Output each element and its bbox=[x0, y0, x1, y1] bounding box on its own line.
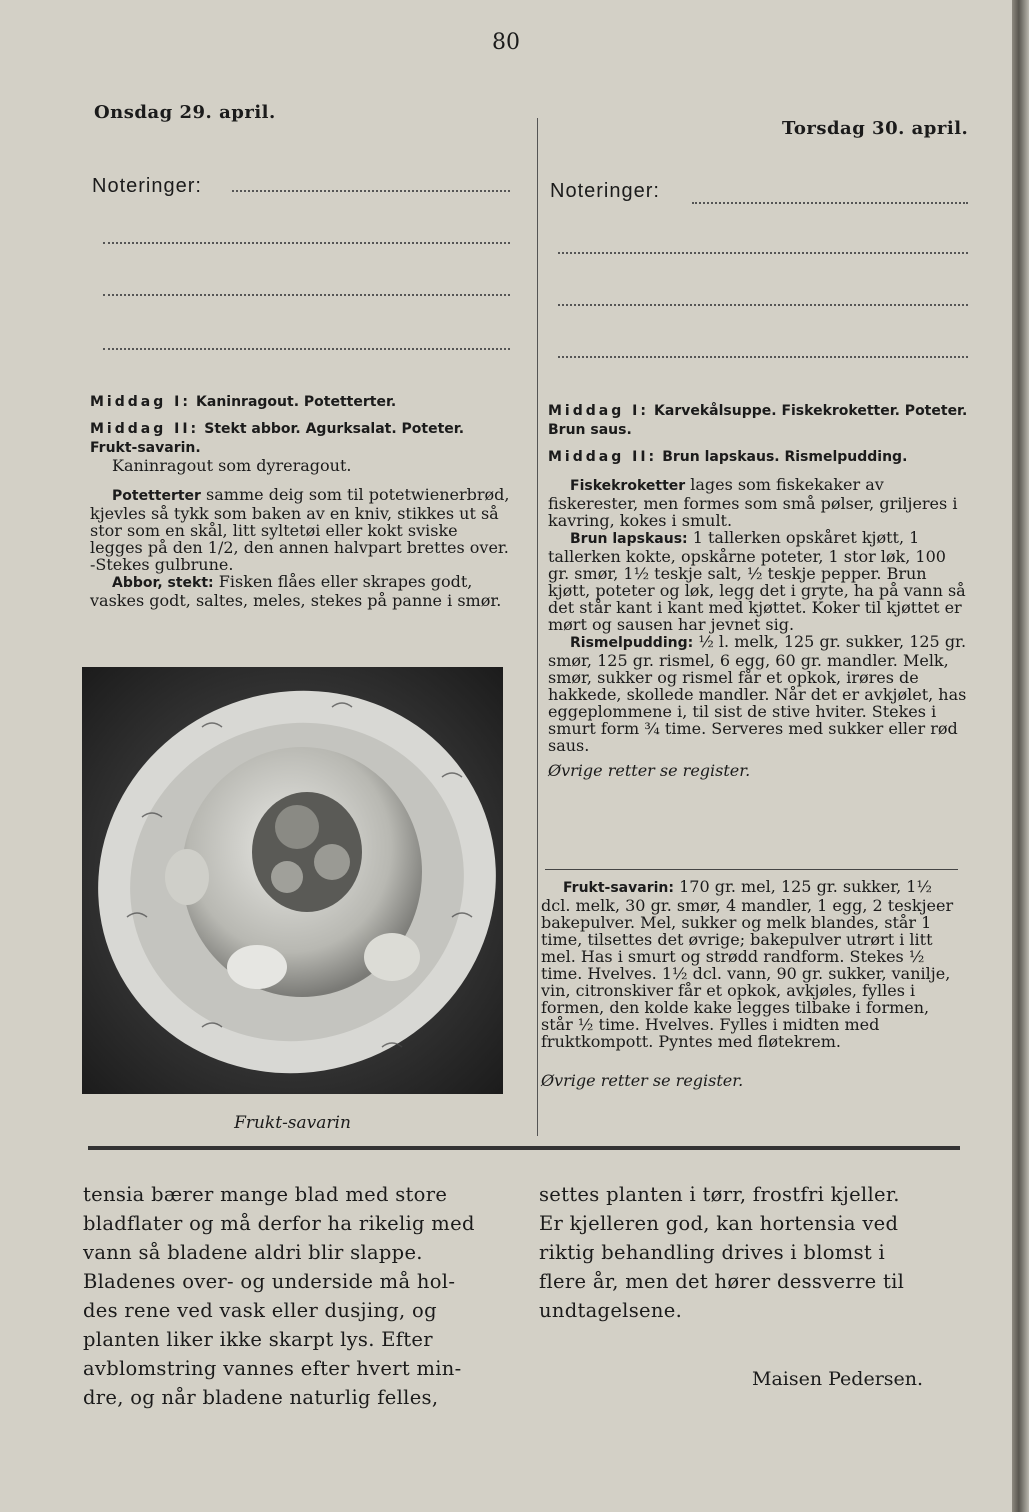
right-recipes bbox=[548, 401, 968, 779]
right-ovrige-2: Øvrige retter se register. bbox=[541, 1071, 744, 1090]
savarin-rule bbox=[545, 869, 958, 870]
left-middag2-label: Middag II: bbox=[90, 421, 200, 437]
right-ris-head: Rismelpudding: bbox=[570, 635, 694, 651]
right-middag1-label: Middag I: bbox=[548, 403, 649, 419]
right-middag2-text: Brun lapskaus. Rismelpudding. bbox=[662, 449, 908, 465]
article-left-column bbox=[83, 1180, 508, 1412]
left-middag1-label: Middag I: bbox=[90, 394, 191, 410]
right-fisk-head: Fiskekroketter bbox=[570, 478, 686, 494]
article-right-line: settes planten i tørr, frostfri kjeller. bbox=[539, 1183, 900, 1206]
left-potetterter-text: samme deig som til potetwienerbrød, kjevles så tykk som baken av en kniv, stikkes ut så stor som en skål, litt syltetøi eller kokt sviske legges på den 1/2, den annen halvpart brettes over. -Stekes gulbrune. bbox=[90, 485, 510, 574]
left-notes-label: Noteringer: bbox=[92, 175, 202, 197]
article-right-line: Er kjelleren god, kan hortensia ved bbox=[539, 1212, 899, 1235]
article-left-line: planten liker ikke skarpt lys. Efter bbox=[83, 1328, 433, 1351]
frukt-savarin-photo bbox=[82, 667, 503, 1094]
right-notes-line-4 bbox=[558, 356, 968, 358]
right-notes-line-3 bbox=[558, 304, 968, 306]
left-middag2-text: Stekt abbor. Agurksalat. Poteter. Frukt-savarin. bbox=[90, 421, 465, 456]
section-rule bbox=[88, 1146, 960, 1150]
article-left-line: vann så bladene aldri blir slappe. bbox=[83, 1241, 423, 1264]
article-right-column bbox=[539, 1180, 964, 1325]
article-left-line: bladflater og må derfor ha rikelig med bbox=[83, 1212, 475, 1235]
right-middag2-label: Middag II: bbox=[548, 449, 658, 465]
left-notes-line-1 bbox=[232, 190, 510, 192]
right-notes-line-1 bbox=[692, 202, 968, 204]
right-lapskaus-head: Brun lapskaus: bbox=[570, 531, 688, 547]
article-left-line: tensia bærer mange blad med store bbox=[83, 1183, 448, 1206]
savarin-recipe bbox=[541, 878, 963, 1089]
article-left-line: avblomstring vannes efter hvert min- bbox=[83, 1357, 462, 1380]
article-left-line: des rene ved vask eller dusjing, og bbox=[83, 1299, 437, 1322]
right-lapskaus-text: 1 tallerken opskåret kjøtt, 1 tallerken kokte, opskårne poteter, 1 stor løk, 100 gr. smør, 1½ teskje salt, ½ teskje pepper. Brun kjøtt, poteter og løk, legg det i gryte, ha på vann så det står kant i kant med kjøttet. Koker til kjøttet er mørt og sausen har jevnet sig. bbox=[548, 528, 966, 634]
left-potetterter-head: Potetterter bbox=[112, 488, 201, 504]
right-notes-line-2 bbox=[558, 252, 968, 254]
left-middag1-text: Kaninragout. Potetterter. bbox=[196, 394, 397, 410]
right-fisk-text: lages som fiskekaker av fiskerester, men formes som små pølser, griljeres i kavring, kokes i smult. bbox=[548, 475, 958, 530]
savarin-text: 170 gr. mel, 125 gr. sukker, 1½ dcl. melk, 30 gr. smør, 4 mandler, 1 egg, 2 teskjeer bakepulver. Mel, sukker og melk blandes, står 1 time, tilsettes det øvrige; bakepulver utrørt i litt mel. Has i smurt og strødd randform. Stekes ½ time. Hvelves. 1½ dcl. vann, 90 gr. sukker, vanilje, vin, citronskiver får et opkok, avkjøles, fylles i formen, den kolde kake legges tilbake i formen, står ½ time. Hvelves. Fylles i midten med fruktkompott. Pyntes med fløtekrem. bbox=[541, 877, 954, 1051]
left-day-heading: Onsdag 29. april. bbox=[94, 102, 276, 123]
page-edge bbox=[1012, 0, 1029, 1512]
right-notes-label: Noteringer: bbox=[550, 180, 660, 202]
right-day-heading: Torsdag 30. april. bbox=[782, 118, 969, 139]
left-abbor-head: Abbor, stekt: bbox=[112, 575, 214, 591]
article-left-line: Bladenes over- og underside må hol- bbox=[83, 1270, 456, 1293]
photo-caption: Frukt-savarin bbox=[234, 1113, 351, 1133]
savarin-head: Frukt-savarin: bbox=[563, 880, 674, 896]
article-left-line: dre, og når bladene naturlig felles, bbox=[83, 1386, 439, 1409]
article-right-line: undtagelsene. bbox=[539, 1299, 683, 1322]
column-divider bbox=[537, 118, 538, 1136]
left-notes-line-2 bbox=[103, 242, 510, 244]
signature: Maisen Pedersen. bbox=[752, 1368, 924, 1390]
frukt-savarin-illustration bbox=[82, 667, 503, 1094]
right-ovrige-1: Øvrige retter se register. bbox=[548, 761, 751, 780]
left-recipes bbox=[90, 392, 512, 609]
article-right-line: flere år, men det hører dessverre til bbox=[539, 1270, 905, 1293]
right-middag1-text: Karvekålsuppe. Fiskekroketter. Poteter. Brun saus. bbox=[548, 403, 968, 438]
right-ris-text: ½ l. melk, 125 gr. sukker, 125 gr. smør, 125 gr. rismel, 6 egg, 60 gr. mandler. Melk, smør, sukker og rismel får et opkok, irøres de hakkede, skollede mandler. Når det er avkjølet, has eggeplommene i, til sist de stive hviter. Stekes i smurt form ¾ time. Serveres med sukker eller rød saus. bbox=[548, 632, 967, 755]
left-abbor-text: Fisken flåes eller skrapes godt, vaskes godt, saltes, meles, stekes på panne i smør. bbox=[90, 572, 502, 610]
left-kaninragout: Kaninragout som dyreragout. bbox=[112, 456, 352, 475]
left-notes-line-3 bbox=[103, 294, 510, 296]
left-notes-line-4 bbox=[103, 348, 510, 350]
article-right-line: riktig behandling drives i blomst i bbox=[539, 1241, 886, 1264]
page-number: 80 bbox=[492, 30, 520, 55]
